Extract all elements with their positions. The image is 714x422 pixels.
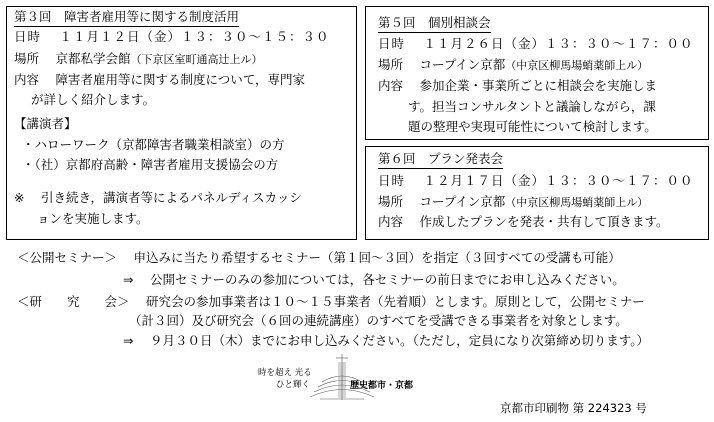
date-value: １１月２６日（金）１３：３０～１７：００ <box>423 36 694 51</box>
session5-date <box>378 34 694 54</box>
seminar-text: 申込みに当たり希望するセミナー（第１回～３回）を指定（３回すべての受講も可能） <box>133 250 621 265</box>
session3-content-cont: が詳しく紹介します。 <box>31 92 156 107</box>
session3-place <box>14 49 263 70</box>
arrow-icon: ⇒ <box>123 272 134 287</box>
session6-date <box>378 171 694 191</box>
lecturer-item: ・ハローワーク（京都障害者職業相談室）の方 <box>22 137 285 152</box>
seminar-note <box>17 248 621 268</box>
seminar-subtext: 公開セミナーのみの参加については，各セミナーの前日までにお申し込みください。 <box>149 272 625 287</box>
place-note: （中京区柳馬場蛸薬師上ル） <box>505 196 649 209</box>
logo-text: 歴史都市・京都 <box>350 381 414 391</box>
session3-heading: 第３回 障害者雇用等に関する制度活用 <box>14 8 239 27</box>
session6-heading: 第６回 プラン発表会 <box>378 150 503 169</box>
content-text: 作成したプランを発表・共有して頂きます。 <box>419 214 669 229</box>
note-mark: ※ <box>14 190 25 205</box>
session5-content-cont: 題の整理や実現可能性について検討します。 <box>408 119 657 134</box>
session3-content <box>14 70 305 90</box>
session3-date <box>14 27 330 47</box>
seminar-label: ＜公開セミナー＞ <box>17 250 118 265</box>
study-subtext: ９月３０日（木）までにお申し込みください。（ただし，定員になり次第締め切ります。） <box>149 333 649 348</box>
arrow-icon: ⇒ <box>123 333 134 348</box>
study-text: 研究会の参加事業者は１０～１５事業者（先着順）とします。原則として，公開セミナー <box>146 294 645 309</box>
date-label: 日時 <box>14 29 42 44</box>
study-note <box>17 292 645 312</box>
content-label: 内容 <box>378 214 404 229</box>
date-label: 日時 <box>378 173 406 188</box>
session5-content <box>378 76 657 96</box>
study-note-cont: （計３回）及び研究会（６回の連続講座）のすべてを受講できる事業者を対象とします。 <box>129 313 628 328</box>
place-label: 場所 <box>378 194 404 209</box>
place-value: 京都私学会館 <box>55 51 131 66</box>
note-text-cont: ョンを実施します。 <box>37 211 149 226</box>
content-text: 参加企業・事業所ごとに相談会を実施しま <box>419 78 658 93</box>
session5-place <box>378 55 648 76</box>
place-value: コープイン京都 <box>419 57 506 72</box>
session6-content <box>378 212 669 232</box>
lecturer-item: ・（社）京都府高齢・障害者雇用支援協会の方 <box>22 157 279 172</box>
date-value: １１月１２日（金）１３：３０～１５：３０ <box>59 29 330 44</box>
date-value: １２月１７日（金）１３：３０～１７：００ <box>423 173 694 188</box>
note-line: 引き続き，講演者等によるパネルディスカッシ <box>40 190 302 205</box>
date-label: 日時 <box>378 36 406 51</box>
lecturer-heading: 【講演者】 <box>14 116 77 131</box>
place-note: （中京区柳馬場蛸薬師上ル） <box>505 59 649 72</box>
content-text: 障害者雇用等に関する制度について，専門家 <box>55 72 306 87</box>
logo-text: ひと輝く <box>276 380 311 390</box>
kyoto-logo <box>250 352 435 402</box>
place-label: 場所 <box>378 57 404 72</box>
logo-text: 時を超え 光る <box>258 368 312 378</box>
content-label: 内容 <box>378 78 404 93</box>
place-note: （下京区室町通高辻上ル） <box>130 53 263 66</box>
place-value: コープイン京都 <box>419 194 506 209</box>
session5-heading: 第５回 個別相談会 <box>378 14 491 33</box>
session6-place <box>378 192 648 213</box>
issue-number: 京都市印刷物 第 224323 号 <box>500 401 647 415</box>
place-label: 場所 <box>14 51 40 66</box>
content-label: 内容 <box>14 72 40 87</box>
study-subnote <box>123 331 649 351</box>
seminar-subnote <box>123 270 625 290</box>
note-text <box>14 188 302 208</box>
session5-content-cont: す。担当コンサルタントと議論しながら，課 <box>408 99 656 114</box>
study-label: ＜研 究 会＞ <box>17 294 130 309</box>
